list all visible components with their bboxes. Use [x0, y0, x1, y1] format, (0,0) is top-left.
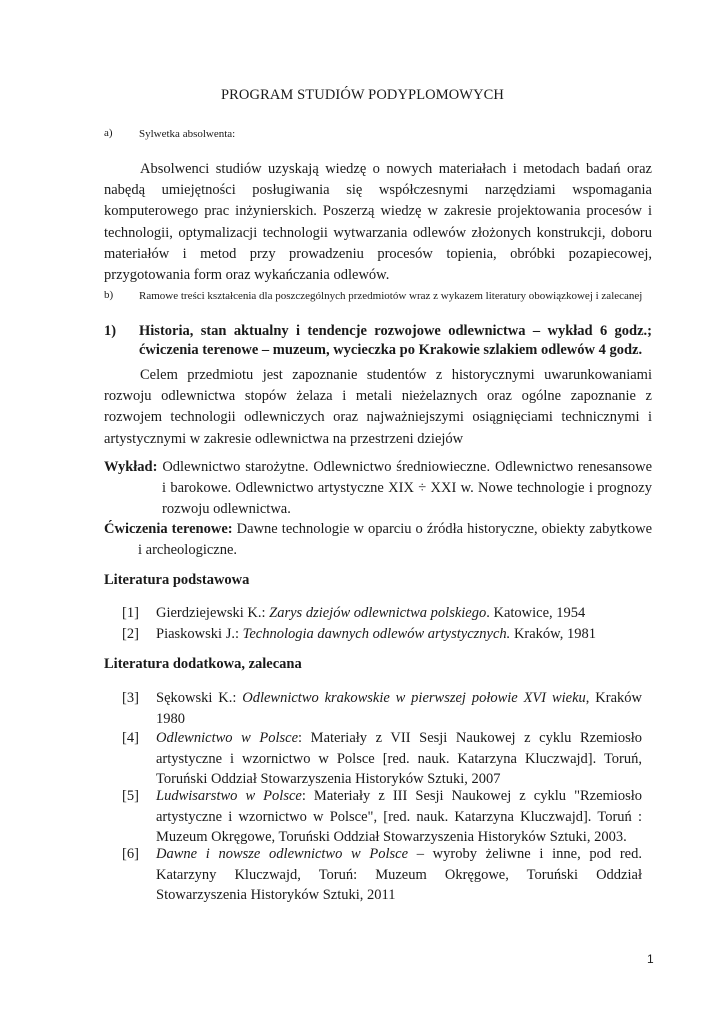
reference-rest: – wyroby żeliwne i inne, pod red. Katarzyny Kluczwajd, Toruń: Muzeum Okręgowe, Toruński Oddział Stowarzyszenia Historyków Sztuki, 2011: [156, 846, 642, 903]
subject-title: Historia, stan aktualny i tendencje rozwojowe odlewnictwa – wykład 6 godz.; ćwiczenia terenowe – muzeum, wycieczka po Krakowie szlakiem odlewów 4 godz.: [139, 323, 652, 358]
reference-number: [5]: [122, 788, 139, 804]
reference-rest: : Materiały z III Sesji Naukowej z cyklu "Rzemiosło artystyczne i wzornictwo w Polsce", [red. nauk. Katarzyna Kluczwajd]. Toruń : Muzeum Okręgowe, Toruński Oddział Stowarzyszenia Historyków Sztuki, 2003.: [156, 788, 643, 845]
reference-number: [4]: [122, 730, 139, 746]
reference-rest: , Kraków 1980: [156, 690, 642, 727]
page-number: 1: [647, 952, 654, 966]
reference-item: [122, 603, 642, 624]
page-title: PROGRAM STUDIÓW PODYPLOMOWYCH: [221, 87, 504, 103]
reference-item: [122, 844, 642, 906]
reference-item: [122, 624, 642, 645]
reference-title: Odlewnictwo w Polsce: [156, 730, 299, 746]
section-a-text: Sylwetka absolwenta:: [139, 128, 236, 140]
lit-basic-heading: Literatura podstawowa: [104, 572, 250, 588]
field-exercises-block: [104, 519, 652, 561]
reference-title: Odlewnictwo krakowskie w pierwszej połowie XVI wieku: [242, 690, 586, 706]
reference-rest: . Katowice, 1954: [486, 605, 586, 621]
reference-author: Gierdziejewski K.:: [156, 605, 270, 621]
field-label: Ćwiczenia terenowe:: [104, 521, 233, 537]
reference-rest: : Materiały z VII Sesji Naukowej z cyklu Rzemiosło artystyczne i wzornictwo w Polsce [red. nauk. Katarzyna Kluczwajd]. Toruń, Toruński Oddział Stowarzyszenia Historyków Sztuki, 2007: [156, 730, 642, 787]
reference-title: Dawne i nowsze odlewnictwo w Polsce: [156, 846, 409, 862]
reference-number: [2]: [122, 626, 139, 642]
reference-item: [122, 728, 642, 790]
reference-rest: Kraków, 1981: [510, 626, 596, 642]
reference-number: [6]: [122, 846, 139, 862]
subject-number: 1): [104, 323, 117, 339]
section-b-marker: b): [104, 289, 114, 301]
subject-goal: Celem przedmiotu jest zapoznanie studentów z historycznymi uwarunkowaniami rozwoju odlewnictwa stopów żelaza i metali nieżelaznych oraz ogólne zapoznanie z rozwojem technologii odlewniczych oraz najważniejszymi osiągnięciami technicznymi i artystycznymi w zakresie odlewnictwa na przestrzeni dziejów: [104, 367, 652, 447]
reference-item: [122, 688, 642, 729]
section-a-marker: a): [104, 127, 113, 139]
reference-number: [1]: [122, 605, 139, 621]
lit-extra-heading: Literatura dodatkowa, zalecana: [104, 656, 302, 672]
reference-number: [3]: [122, 690, 139, 706]
section-b-text: Ramowe treści kształcenia dla poszczególnych przedmiotów wraz z wykazem literatury obowiązkowej i zalecanej: [139, 290, 643, 302]
reference-item: [122, 786, 642, 848]
field-text: Dawne technologie w oparciu o źródła historyczne, obiekty zabytkowe i archeologiczne.: [138, 521, 653, 558]
reference-title: Ludwisarstwo w Polsce: [156, 788, 302, 804]
intro-paragraph: Absolwenci studiów uzyskają wiedzę o nowych materiałach i metodach badań oraz nabędą umiejętności posługiwania się współczesnymi narzędziami wspomagania komputerowego prac inżynierskich. Poszerzą wiedzę w zakresie projektowania procesów i technologii, optymalizacji technologii wytwarzania odlewów złożonych konstrukcji, doboru materiałów i metod przy prowadzeniu procesów topienia, obróbki pozapiecowej, przygotowania form oraz wykańczania odlewów.: [104, 161, 652, 284]
subject-heading: [104, 322, 652, 360]
reference-author: Piaskowski J.:: [156, 626, 243, 642]
lecture-block: [104, 457, 652, 520]
reference-title: Technologia dawnych odlewów artystycznych.: [242, 626, 511, 642]
lecture-label: Wykład:: [104, 459, 158, 475]
reference-author: Sękowski K.:: [156, 690, 243, 706]
reference-title: Zarys dziejów odlewnictwa polskiego: [269, 605, 487, 621]
lecture-text: Odlewnictwo starożytne. Odlewnictwo średniowieczne. Odlewnictwo renesansowe i barokowe. Odlewnictwo artystyczne XIX ÷ XXI w. Nowe technologie i prognozy rozwoju odlewnictwa.: [162, 459, 653, 517]
